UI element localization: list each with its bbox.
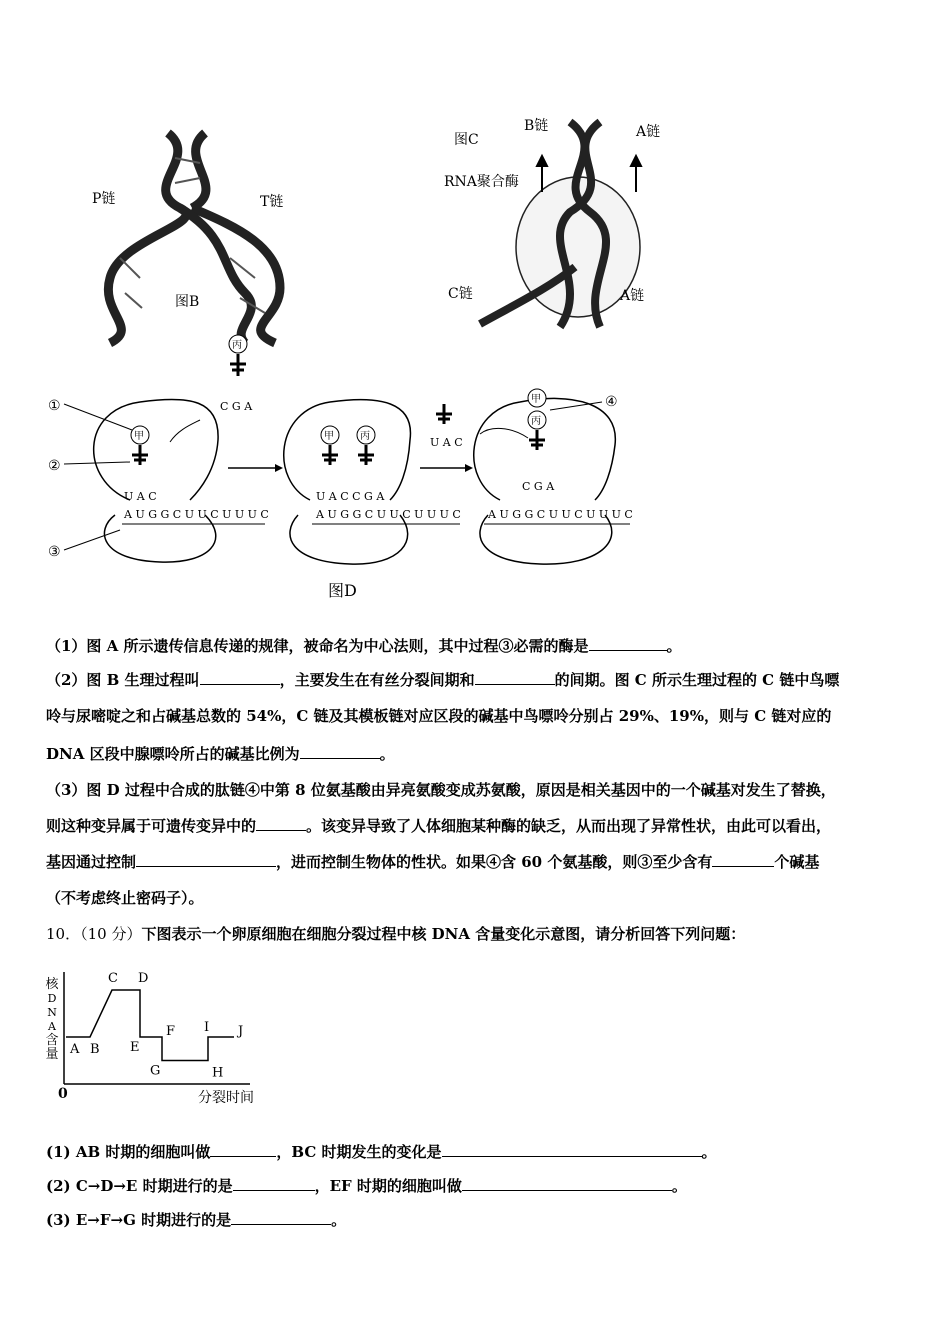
q9-part2-line3 [46,744,395,764]
q9-part3-text-c: 基因通过控制 [46,853,137,871]
q9-part3-text-e: 个碱基 [774,853,820,871]
graph-xlabel: 分裂时间 [198,1090,254,1106]
q10-sub2-text-b: ，EF 时期的细胞叫做 [314,1177,462,1195]
blank-q2-adenine[interactable] [300,744,380,759]
q9-part2-text-b: ，主要发生在有丝分裂间期和 [279,671,475,689]
ylabel-char: D [47,992,57,1005]
point-label-E: E [130,1040,140,1055]
ribosome-panel-3 [474,389,633,564]
blank-q3-control[interactable] [136,852,276,867]
incoming-anticodon-cga: C G A [220,400,253,413]
ribosome-panel-1 [94,399,269,562]
dna-content-graph [40,966,270,1111]
ylabel-char: A [48,1020,56,1033]
figure-c-transcription [440,112,670,342]
panel3-amino-jia: 甲 [531,394,541,405]
incoming-trna-bing [220,335,253,413]
marker-leader-lines [64,402,602,550]
panel3-amino-bing: 丙 [531,416,541,427]
panel3-anticodon: C G A [522,480,555,493]
panel2-anticodon: U A C C G A [316,490,385,503]
blank-q3-bases[interactable] [712,852,774,867]
point-label-I: I [204,1020,210,1035]
figure-c-title: 图C [454,132,479,148]
blank-s1-cell[interactable] [210,1142,276,1157]
figure-c-b-chain-label: B链 [524,118,549,134]
q10-sub1-end: 。 [701,1143,717,1161]
marker-4: ④ [605,394,618,410]
q10-sub2 [46,1176,687,1196]
figure-b-p-chain-label: P链 [92,191,116,207]
q9-part2-end: 。 [379,745,395,763]
figure-b-dna-replication [80,128,310,348]
q10-sub1 [46,1142,717,1162]
point-label-A: A [70,1042,80,1057]
point-label-J: J [238,1024,244,1039]
ribosome-panel-2 [284,400,461,565]
q9-part3-line2 [46,816,831,836]
q10-sub3 [46,1210,346,1230]
point-label-C: C [108,971,118,986]
q10-stem [46,924,745,944]
q10-sub3-end: 。 [331,1211,347,1229]
ylabel-char: 量 [45,1047,59,1062]
panel1-mrna: A U G G C U U C U U U C [124,508,269,521]
panel1-amino-jia: 甲 [134,431,144,442]
figure-b-helix-right [180,208,280,343]
outgoing-anticodon-uac: U A C [430,436,463,449]
blank-q2-phase[interactable] [475,670,555,685]
blank-q3-variation[interactable] [256,816,306,831]
q9-part3-line1: （3）图 D 过程中合成的肽链④中第 8 位氨基酸由异亮氨酸变成苏氨酸，原因是相关基因中的一个碱基对发生了替换， [46,781,836,799]
marker-3: ③ [48,544,61,560]
q10-sub2-text-a: (2) C→D→E 时期进行的是 [46,1177,233,1195]
q9-part1 [46,636,682,656]
blank-q2-process[interactable] [200,670,280,685]
q9-part2-line2: 呤与尿嘧啶之和占碱基总数的 54%，C 链及其模板链对应区段的碱基中鸟嘌呤分别占 29%、19%，则与 C 链对应的 [46,707,832,725]
point-label-D: D [138,971,149,986]
figure-c-a-chain-bottom-label: A链 [620,288,645,304]
q9-part3-text-b: 。该变异导致了人体细胞某种酶的缺乏，从而出现了异常性状，由此可以看出， [306,817,832,835]
point-label-F: F [166,1024,176,1039]
marker-1: ① [48,398,61,414]
graph-origin: 0 [58,1086,68,1102]
figure-c-rna-polymerase-label: RNA聚合酶 [444,174,519,190]
blank-s2-process[interactable] [233,1176,315,1191]
q10-sub3-text-a: (3) E→F→G 时期进行的是 [46,1211,232,1229]
q9-part3-line4: （不考虑终止密码子）。 [46,889,204,907]
q10-text: 下图表示一个卵原细胞在细胞分裂过程中核 DNA 含量变化示意图，请分析回答下列问题： [141,925,746,943]
q9-part3-text-d: ，进而控制生物体的性状。如果④含 60 个氨基酸，则③至少含有 [276,853,713,871]
panel2-mrna: A U G G C U U C U U U C [316,508,461,521]
ylabel-char: N [47,1006,57,1019]
point-label-B: B [90,1042,100,1057]
q9-part2-text-c: 的间期。图 C 所示生理过程的 C 链中鸟嘌 [554,671,840,689]
figure-c-a-chain-top-label: A链 [636,124,661,140]
ylabel-char: 含 [45,1033,59,1048]
figure-d-title: 图D [328,581,357,600]
blank-s3-process[interactable] [231,1210,331,1225]
figure-d-translation [40,330,660,610]
arrow-1-2 [228,464,283,472]
q10-sub1-text-a: (1) AB 时期的细胞叫做 [46,1143,211,1161]
q9-part1-text: （1）图 A 所示遗传信息传递的规律，被命名为中心法则，其中过程③必需的酶是 [46,637,589,655]
q10-sub2-end: 。 [671,1177,687,1195]
q9-part3-line3 [46,852,819,872]
arrow-2-3 [420,464,473,472]
q10-sub1-text-b: ，BC 时期发生的变化是 [276,1143,442,1161]
graph-ylabel [45,976,59,1062]
blank-s2-cell[interactable] [462,1176,672,1191]
panel2-amino-jia: 甲 [324,431,334,442]
point-label-G: G [150,1063,161,1079]
figure-b-t-chain-label: T链 [260,194,284,210]
q9-part2-text-a: （2）图 B 生理过程叫 [46,671,200,689]
outgoing-trna-uac [430,404,463,449]
q9-part2-line1 [46,670,839,690]
q9-part3-text-a: 则这种变异属于可遗传变异中的 [46,817,257,835]
figure-b-helix-left [108,133,206,343]
figure-c-c-chain-label: C链 [448,286,473,302]
blank-q1-enzyme[interactable] [589,636,667,651]
ylabel-char: 核 [45,977,59,992]
q9-part2-text-d: DNA 区段中腺嘌呤所占的碱基比例为 [46,745,300,763]
blank-s1-change[interactable] [442,1142,702,1157]
panel3-mrna: A U G G C U U C U U U C [488,508,633,521]
amino-acid-bing-label: 丙 [232,340,242,351]
point-label-H: H [212,1065,224,1081]
figure-b-title: 图B [175,294,200,310]
panel2-amino-bing: 丙 [360,431,370,442]
q10-number: 10．（10 分） [46,925,142,943]
q9-part1-end: 。 [666,637,682,655]
panel1-anticodon: U A C [124,490,157,503]
marker-2: ② [48,458,61,474]
